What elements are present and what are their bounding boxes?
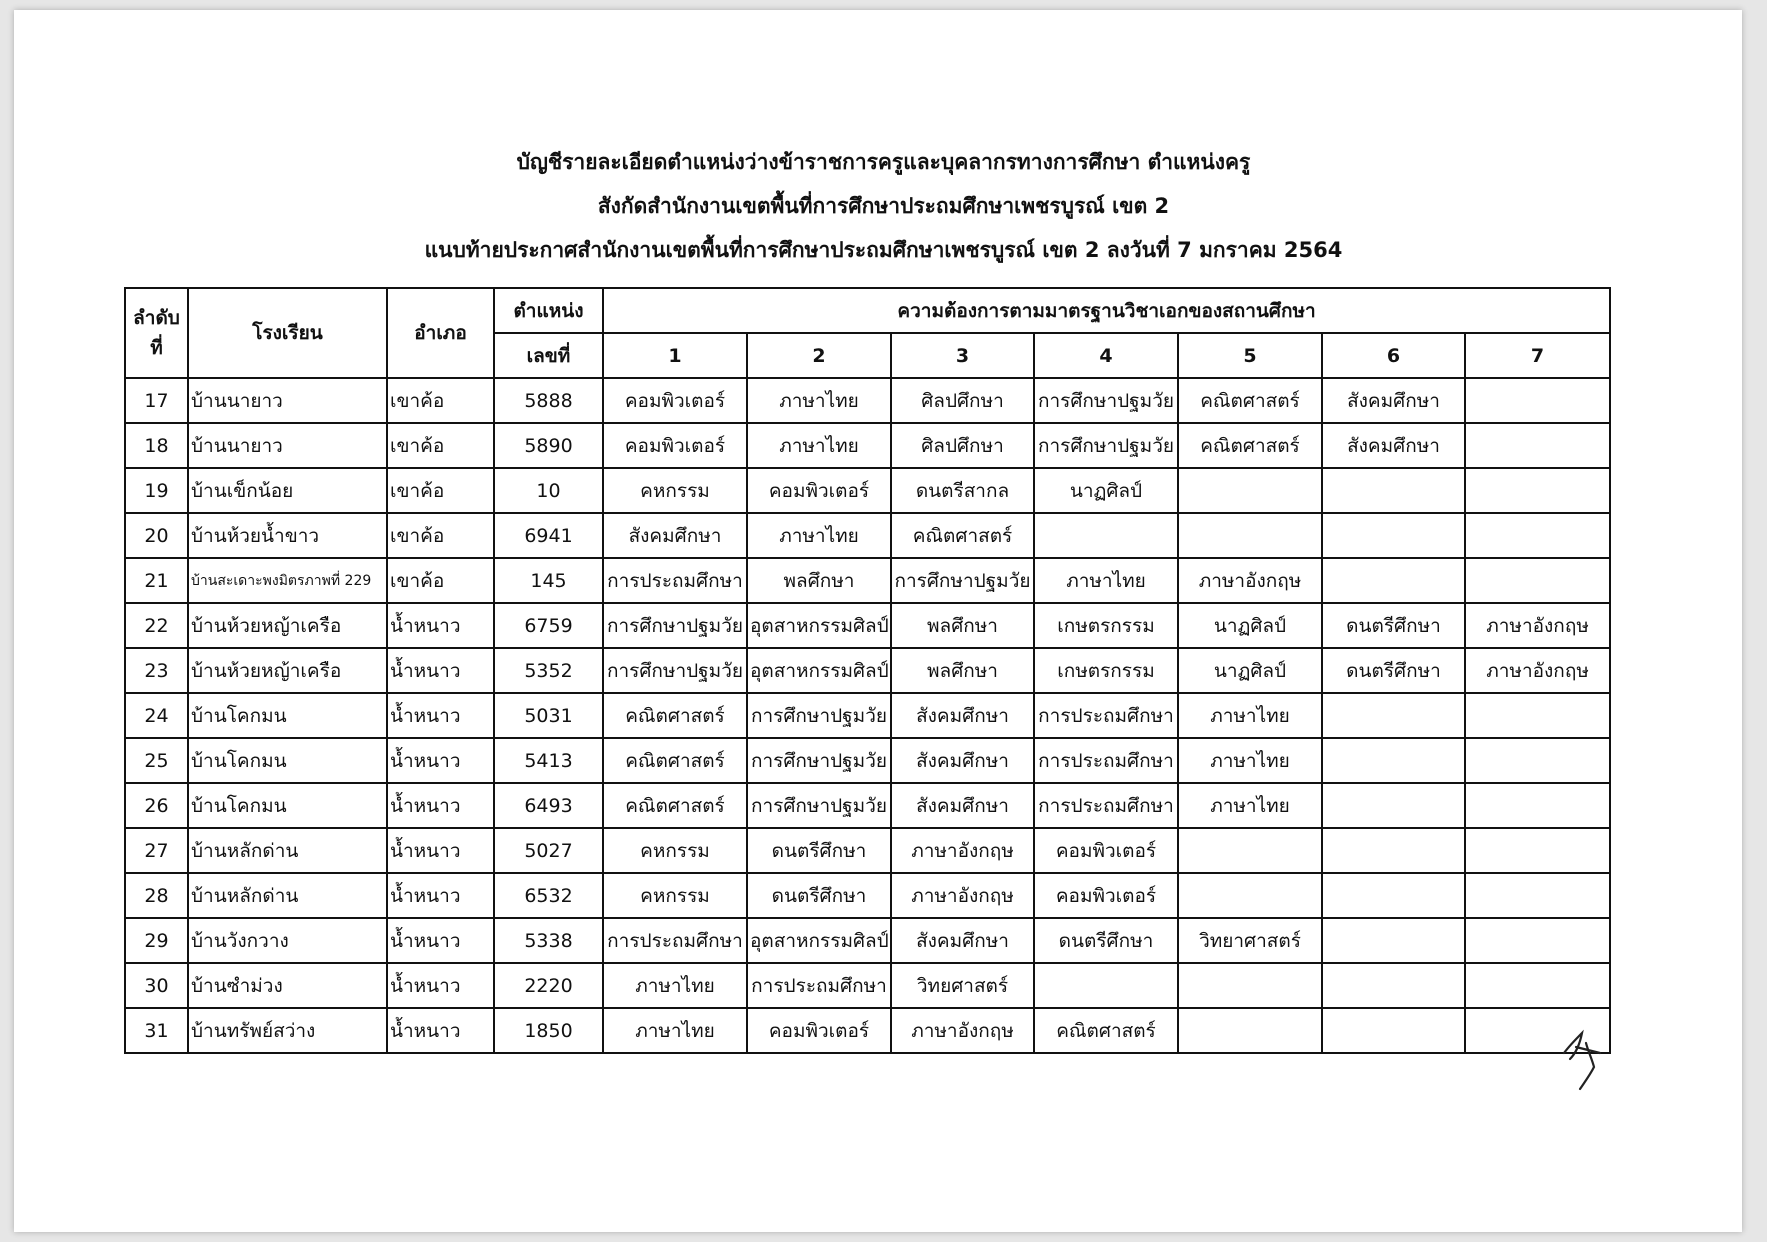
cell-req-7: ภาษาอังกฤษ xyxy=(1465,648,1610,693)
cell-req-4: การศึกษาปฐมวัย xyxy=(1034,423,1178,468)
cell-req-6 xyxy=(1322,873,1465,918)
cell-req-3: สังคมศึกษา xyxy=(891,783,1034,828)
cell-position: 5027 xyxy=(494,828,603,873)
cell-req-1: การประถมศึกษา xyxy=(603,558,747,603)
cell-req-2: อุตสาหกรรมศิลป์ xyxy=(747,603,891,648)
cell-district: เขาค้อ xyxy=(387,468,494,513)
cell-order: 22 xyxy=(125,603,188,648)
table-row xyxy=(125,693,1610,738)
cell-district: เขาค้อ xyxy=(387,558,494,603)
cell-district: น้ำหนาว xyxy=(387,828,494,873)
cell-req-5: ภาษาอังกฤษ xyxy=(1178,558,1322,603)
cell-req-1: ภาษาไทย xyxy=(603,1008,747,1053)
cell-req-2: อุตสาหกรรมศิลป์ xyxy=(747,918,891,963)
cell-req-4 xyxy=(1034,963,1178,1008)
cell-req-4: การประถมศึกษา xyxy=(1034,738,1178,783)
cell-school: บ้านห้วยหญ้าเครือ xyxy=(188,603,387,648)
cell-req-3: พลศึกษา xyxy=(891,603,1034,648)
cell-req-1: การประถมศึกษา xyxy=(603,918,747,963)
cell-position: 5888 xyxy=(494,378,603,423)
cell-req-1: คณิตศาสตร์ xyxy=(603,738,747,783)
title-line-2: สังกัดสำนักงานเขตพื้นที่การศึกษาประถมศึกษาเพชรบูรณ์ เขต 2 xyxy=(597,194,1170,218)
title-line-1: บัญชีรายละเอียดตำแหน่งว่างข้าราชการครูและบุคลากรทางการศึกษา ตำแหน่งครู xyxy=(516,150,1251,174)
cell-req-4: ดนตรีศึกษา xyxy=(1034,918,1178,963)
cell-req-5 xyxy=(1178,513,1322,558)
cell-req-4: คณิตศาสตร์ xyxy=(1034,1008,1178,1053)
header-order-line2: ที่ xyxy=(150,337,163,359)
cell-req-4 xyxy=(1034,513,1178,558)
cell-order: 20 xyxy=(125,513,188,558)
cell-req-2: พลศึกษา xyxy=(747,558,891,603)
cell-school: บ้านทรัพย์สว่าง xyxy=(188,1008,387,1053)
cell-district: น้ำหนาว xyxy=(387,603,494,648)
cell-req-5 xyxy=(1178,873,1322,918)
cell-req-4: การประถมศึกษา xyxy=(1034,783,1178,828)
cell-req-7 xyxy=(1465,918,1610,963)
header-position-line1: ตำแหน่ง xyxy=(494,288,603,333)
cell-req-3: พลศึกษา xyxy=(891,648,1034,693)
cell-req-5: วิทยาศาสตร์ xyxy=(1178,918,1322,963)
cell-req-3: ศิลปศึกษา xyxy=(891,378,1034,423)
cell-req-3: สังคมศึกษา xyxy=(891,918,1034,963)
cell-school: บ้านหลักด่าน xyxy=(188,828,387,873)
cell-req-3: สังคมศึกษา xyxy=(891,738,1034,783)
cell-district: น้ำหนาว xyxy=(387,648,494,693)
cell-school: บ้านเข็กน้อย xyxy=(188,468,387,513)
cell-req-6 xyxy=(1322,963,1465,1008)
cell-district: เขาค้อ xyxy=(387,378,494,423)
cell-req-7: ภาษาอังกฤษ xyxy=(1465,603,1610,648)
cell-req-7 xyxy=(1465,963,1610,1008)
cell-order: 31 xyxy=(125,1008,188,1053)
cell-req-2: ดนตรีศึกษา xyxy=(747,873,891,918)
vacancy-table xyxy=(124,287,1611,1054)
cell-req-6 xyxy=(1322,783,1465,828)
cell-school: บ้านโคกมน xyxy=(188,738,387,783)
cell-req-7 xyxy=(1465,693,1610,738)
cell-order: 18 xyxy=(125,423,188,468)
cell-req-2: การศึกษาปฐมวัย xyxy=(747,738,891,783)
cell-req-7 xyxy=(1465,513,1610,558)
cell-req-3: ภาษาอังกฤษ xyxy=(891,873,1034,918)
cell-req-3: ศิลปศึกษา xyxy=(891,423,1034,468)
table-row xyxy=(125,648,1610,693)
cell-req-2: คอมพิวเตอร์ xyxy=(747,1008,891,1053)
cell-req-5: คณิตศาสตร์ xyxy=(1178,378,1322,423)
cell-req-3: คณิตศาสตร์ xyxy=(891,513,1034,558)
cell-req-7 xyxy=(1465,828,1610,873)
cell-req-4: เกษตรกรรม xyxy=(1034,603,1178,648)
table-row xyxy=(125,468,1610,513)
cell-req-2: การประถมศึกษา xyxy=(747,963,891,1008)
cell-req-7 xyxy=(1465,468,1610,513)
cell-req-6: ดนตรีศึกษา xyxy=(1322,603,1465,648)
table-row xyxy=(125,918,1610,963)
cell-req-6 xyxy=(1322,558,1465,603)
cell-position: 5890 xyxy=(494,423,603,468)
cell-order: 19 xyxy=(125,468,188,513)
table-row xyxy=(125,738,1610,783)
cell-req-3: ดนตรีสากล xyxy=(891,468,1034,513)
cell-req-5: นาฏศิลป์ xyxy=(1178,603,1322,648)
cell-req-5 xyxy=(1178,1008,1322,1053)
cell-district: น้ำหนาว xyxy=(387,783,494,828)
cell-req-6: สังคมศึกษา xyxy=(1322,378,1465,423)
cell-req-6 xyxy=(1322,828,1465,873)
cell-position: 5338 xyxy=(494,918,603,963)
cell-req-2: อุตสาหกรรมศิลป์ xyxy=(747,648,891,693)
cell-school: บ้านโคกมน xyxy=(188,693,387,738)
cell-req-7 xyxy=(1465,423,1610,468)
table-row xyxy=(125,603,1610,648)
cell-req-1: คหกรรม xyxy=(603,873,747,918)
cell-position: 10 xyxy=(494,468,603,513)
cell-order: 28 xyxy=(125,873,188,918)
cell-req-4: เกษตรกรรม xyxy=(1034,648,1178,693)
header-req-6: 6 xyxy=(1322,333,1465,378)
cell-req-6 xyxy=(1322,693,1465,738)
table-row xyxy=(125,423,1610,468)
cell-school: บ้านนายาว xyxy=(188,423,387,468)
cell-school: บ้านห้วยหญ้าเครือ xyxy=(188,648,387,693)
table-row xyxy=(125,378,1610,423)
header-school: โรงเรียน xyxy=(188,288,387,378)
cell-req-3: การศึกษาปฐมวัย xyxy=(891,558,1034,603)
cell-req-6 xyxy=(1322,918,1465,963)
cell-req-2: การศึกษาปฐมวัย xyxy=(747,693,891,738)
cell-position: 6493 xyxy=(494,783,603,828)
table-row xyxy=(125,963,1610,1008)
header-req-4: 4 xyxy=(1034,333,1178,378)
cell-req-7 xyxy=(1465,378,1610,423)
cell-req-1: การศึกษาปฐมวัย xyxy=(603,603,747,648)
cell-req-6 xyxy=(1322,513,1465,558)
header-req-5: 5 xyxy=(1178,333,1322,378)
header-req-7: 7 xyxy=(1465,333,1610,378)
header-req-1: 1 xyxy=(603,333,747,378)
cell-order: 25 xyxy=(125,738,188,783)
cell-req-2: ภาษาไทย xyxy=(747,378,891,423)
cell-req-5: คณิตศาสตร์ xyxy=(1178,423,1322,468)
header-req-3: 3 xyxy=(891,333,1034,378)
table-row xyxy=(125,1008,1610,1053)
cell-req-5: ภาษาไทย xyxy=(1178,738,1322,783)
cell-req-2: ภาษาไทย xyxy=(747,423,891,468)
cell-req-6 xyxy=(1322,738,1465,783)
cell-req-7 xyxy=(1465,783,1610,828)
cell-school: บ้านนายาว xyxy=(188,378,387,423)
cell-req-2: ภาษาไทย xyxy=(747,513,891,558)
cell-req-5: นาฏศิลป์ xyxy=(1178,648,1322,693)
table-row xyxy=(125,828,1610,873)
cell-req-4: คอมพิวเตอร์ xyxy=(1034,873,1178,918)
cell-req-4: การประถมศึกษา xyxy=(1034,693,1178,738)
cell-order: 21 xyxy=(125,558,188,603)
cell-req-1: สังคมศึกษา xyxy=(603,513,747,558)
cell-req-5: ภาษาไทย xyxy=(1178,783,1322,828)
cell-req-5 xyxy=(1178,468,1322,513)
cell-req-4: การศึกษาปฐมวัย xyxy=(1034,378,1178,423)
cell-order: 27 xyxy=(125,828,188,873)
cell-order: 24 xyxy=(125,693,188,738)
cell-district: น้ำหนาว xyxy=(387,918,494,963)
cell-district: น้ำหนาว xyxy=(387,1008,494,1053)
cell-req-1: คหกรรม xyxy=(603,468,747,513)
cell-req-6 xyxy=(1322,468,1465,513)
table-body xyxy=(125,378,1610,1053)
cell-district: น้ำหนาว xyxy=(387,738,494,783)
cell-req-3: สังคมศึกษา xyxy=(891,693,1034,738)
cell-order: 30 xyxy=(125,963,188,1008)
header-district: อำเภอ xyxy=(387,288,494,378)
cell-position: 5031 xyxy=(494,693,603,738)
cell-school: บ้านวังกวาง xyxy=(188,918,387,963)
cell-district: น้ำหนาว xyxy=(387,873,494,918)
cell-req-6 xyxy=(1322,1008,1465,1053)
cell-req-3: ภาษาอังกฤษ xyxy=(891,1008,1034,1053)
cell-req-6: ดนตรีศึกษา xyxy=(1322,648,1465,693)
cell-position: 6532 xyxy=(494,873,603,918)
cell-req-4: คอมพิวเตอร์ xyxy=(1034,828,1178,873)
cell-req-3: วิทยศาสตร์ xyxy=(891,963,1034,1008)
table-row xyxy=(125,513,1610,558)
cell-req-1: คณิตศาสตร์ xyxy=(603,783,747,828)
cell-req-1: คอมพิวเตอร์ xyxy=(603,378,747,423)
cell-district: น้ำหนาว xyxy=(387,963,494,1008)
cell-order: 26 xyxy=(125,783,188,828)
cell-school: บ้านหลักด่าน xyxy=(188,873,387,918)
cell-school: บ้านห้วยน้ำขาว xyxy=(188,513,387,558)
title-line-3: แนบท้ายประกาศสำนักงานเขตพื้นที่การศึกษาประถมศึกษาเพชรบูรณ์ เขต 2 ลงวันที่ 7 มกราคม 2564 xyxy=(424,238,1343,262)
table-row xyxy=(125,558,1610,603)
cell-req-5 xyxy=(1178,828,1322,873)
cell-school: บ้านซำม่วง xyxy=(188,963,387,1008)
table-row xyxy=(125,873,1610,918)
cell-school: บ้านโคกมน xyxy=(188,783,387,828)
cell-req-7 xyxy=(1465,873,1610,918)
cell-req-5: ภาษาไทย xyxy=(1178,693,1322,738)
cell-position: 2220 xyxy=(494,963,603,1008)
document-title-block xyxy=(0,150,1767,282)
cell-order: 17 xyxy=(125,378,188,423)
cell-req-1: การศึกษาปฐมวัย xyxy=(603,648,747,693)
cell-req-7 xyxy=(1465,558,1610,603)
cell-req-3: ภาษาอังกฤษ xyxy=(891,828,1034,873)
cell-req-4: นาฏศิลป์ xyxy=(1034,468,1178,513)
cell-district: เขาค้อ xyxy=(387,423,494,468)
cell-district: น้ำหนาว xyxy=(387,693,494,738)
signature-icon xyxy=(1556,1023,1606,1093)
cell-district: เขาค้อ xyxy=(387,513,494,558)
header-order-line1: ลำดับ xyxy=(133,307,180,329)
cell-position: 1850 xyxy=(494,1008,603,1053)
cell-req-1: คณิตศาสตร์ xyxy=(603,693,747,738)
header-req-2: 2 xyxy=(747,333,891,378)
cell-req-6: สังคมศึกษา xyxy=(1322,423,1465,468)
cell-position: 5352 xyxy=(494,648,603,693)
header-requirements: ความต้องการตามมาตรฐานวิชาเอกของสถานศึกษา xyxy=(603,288,1610,333)
cell-order: 29 xyxy=(125,918,188,963)
cell-school: บ้านสะเดาะพงมิตรภาพที่ 229 xyxy=(188,558,387,603)
cell-req-2: การศึกษาปฐมวัย xyxy=(747,783,891,828)
cell-position: 145 xyxy=(494,558,603,603)
header-order xyxy=(125,288,188,378)
cell-req-2: ดนตรีศึกษา xyxy=(747,828,891,873)
cell-req-5 xyxy=(1178,963,1322,1008)
cell-position: 6941 xyxy=(494,513,603,558)
cell-req-4: ภาษาไทย xyxy=(1034,558,1178,603)
cell-req-1: คหกรรม xyxy=(603,828,747,873)
cell-req-1: ภาษาไทย xyxy=(603,963,747,1008)
cell-position: 6759 xyxy=(494,603,603,648)
cell-req-2: คอมพิวเตอร์ xyxy=(747,468,891,513)
header-position-line2: เลขที่ xyxy=(494,333,603,378)
table-row xyxy=(125,783,1610,828)
cell-req-7 xyxy=(1465,738,1610,783)
cell-req-1: คอมพิวเตอร์ xyxy=(603,423,747,468)
cell-position: 5413 xyxy=(494,738,603,783)
cell-order: 23 xyxy=(125,648,188,693)
